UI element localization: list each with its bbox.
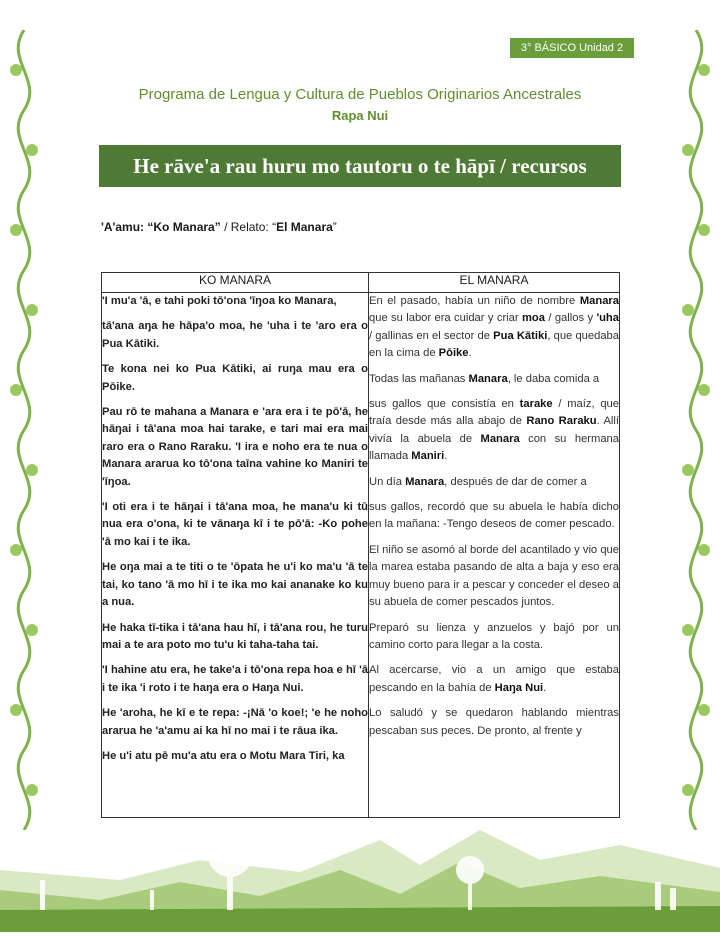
paragraph: 'I hahine atu era, he take'a i tō'ona repa hoa e hī 'ā i te ika 'i roto i te haŋa era o Haŋa Nui. (102, 664, 368, 694)
right-column-header: EL MANARA (369, 273, 620, 293)
rapanui-text-cell (102, 293, 369, 818)
paragraph: Pau rō te mahana a Manara e 'ara era i te pō'ā, he hāŋai i tā'ana moa hai tarake, e tari mai era mai raro era o Rano Raraku. 'I ira e noho era te nua o Manara ararua ko tō'ona taīna vahine ko Maniri te 'īŋoa. (102, 406, 368, 488)
paragraph: Todas las mañanas Manara, le daba comida a (369, 372, 600, 385)
story-name-rapanui: 'A'amu: “Ko Manara” (101, 220, 221, 234)
bilingual-story-table (101, 272, 620, 818)
paragraph: Un día Manara, después de dar de comer a (369, 475, 587, 488)
paragraph: He 'aroha, he kī e te repa: -¡Nā 'o koe!; 'e he noho ararua he 'a'amu ai ka hī no mai i te rāua ika. (102, 707, 368, 737)
section-banner: He rāve'a rau huru mo tautoru o te hāpī / recursos (99, 145, 621, 187)
paragraph: He oŋa mai a te titi o te 'ōpata he u'i ko ma'u 'ā te tai, ko tano 'ā mo hī i te ika mo kai ananake ko ku a nua. (102, 561, 368, 609)
left-ornamental-border (4, 30, 44, 830)
paragraph: Lo saludó y se quedaron hablando mientras pescaban sus peces. De pronto, al frente y (369, 707, 619, 737)
paragraph: 'I mu'a 'ā, e tahi poki tō'ona 'īŋoa ko Manara, (102, 295, 337, 307)
paragraph: sus gallos, recordó que su abuela le había dicho en la mañana: -Tengo deseos de comer pescado. (369, 501, 619, 531)
paragraph: 'I oti era i te hāŋai i tā'ana moa, he mana'u ki tū nua era o'ona, ki te vānaŋa kī i te pō'ā: -Ko pohe 'ā mo kai i te ika. (102, 501, 368, 548)
program-title: Programa de Lengua y Cultura de Pueblos Originarios Ancestrales (138, 86, 582, 103)
spanish-text-cell (369, 293, 620, 818)
paragraph: Preparó su lienza y anzuelos y bajó por un camino corto para llegar a la costa. (369, 621, 619, 651)
paragraph: Al acercarse, vio a un amigo que estaba pescando en la bahía de Haŋa Nui. (369, 664, 619, 694)
story-separator: / Relato: “ (220, 220, 277, 234)
paragraph: He u'i atu pē mu'a atu era o Motu Mara Tiri, ka (102, 749, 345, 762)
story-suffix: ” (332, 220, 337, 234)
paragraph: sus gallos que consistía en tarake / maíz, que traía desde más alla abajo de Rano Raraku. Allí vivía la abuela de Manara con su hermana llamada Maniri. (369, 398, 620, 463)
left-column-header: KO MANARA (102, 273, 369, 293)
story-line (101, 220, 337, 234)
footer-landscape-illustration (0, 810, 720, 932)
paragraph: El niño se asomó al borde del acantilado y vio que la marea estaba pasando de alta a baja y eso era muy bueno para ir a pescar y conceder el deseo a su abuela de comer pescados juntos. (369, 543, 619, 609)
right-ornamental-border (676, 30, 716, 830)
grade-unit-tab: 3° BÁSICO Unidad 2 (510, 38, 634, 58)
paragraph: En el pasado, había un niño de nombre Manara que su labor era cuidar y criar moa / gallos y 'uha / gallinas en el sector de Pua Kātiki, que quedaba en la cima de Pōike. (369, 295, 620, 360)
story-name-spanish: El Manara (276, 220, 333, 234)
paragraph: tā'ana aŋa he hāpa'o moa, he 'uha i te 'aro era o Pua Kātiki. (102, 320, 368, 350)
language-title: Rapa Nui (331, 108, 389, 123)
paragraph: Te kona nei ko Pua Kātiki, ai ruŋa mau era o Pōike. (102, 363, 368, 393)
paragraph: He haka tī-tika i tā'ana hau hī, i tā'ana rou, he turu mai a te ara poto mo tu'u ki taha-taha tai. (102, 621, 368, 651)
